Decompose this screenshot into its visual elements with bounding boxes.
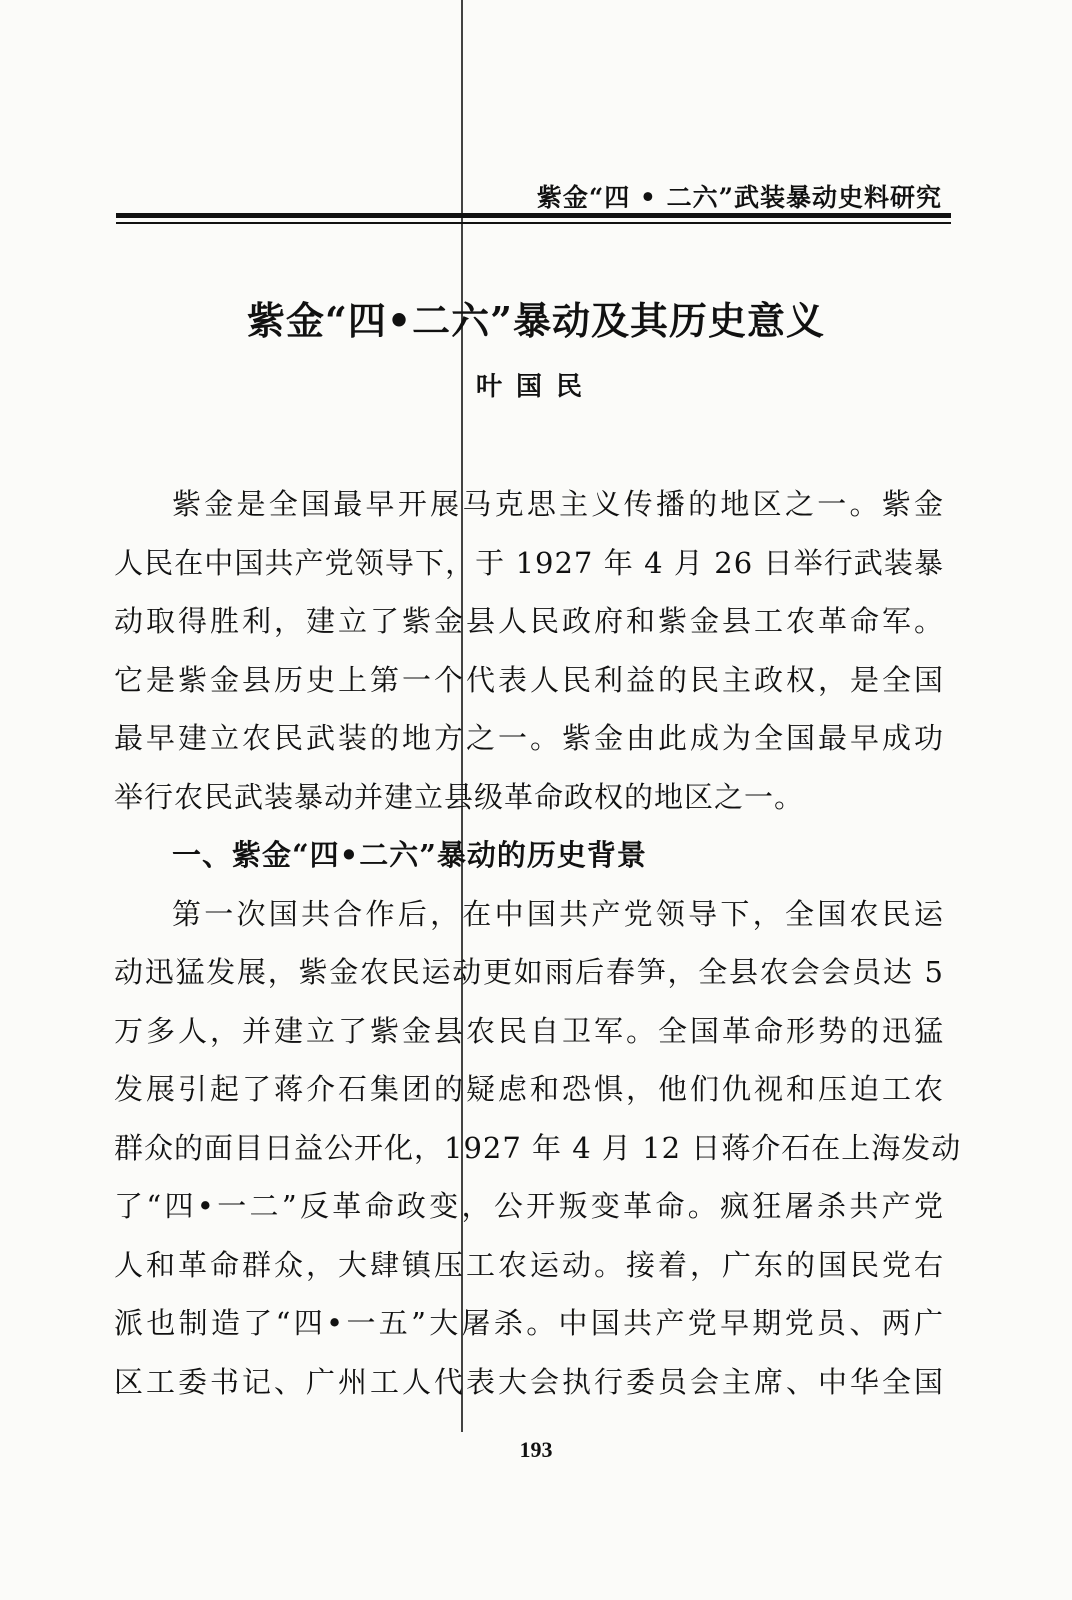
body-line: 动迅猛发展，紫金农民运动更如雨后春笋，全县农会会员达 5 xyxy=(114,955,944,989)
page-number: 193 xyxy=(519,1437,553,1462)
body-line: 紫金是全国最早开展马克思主义传播的地区之一。紫金 xyxy=(172,487,944,521)
body-line: 第一次国共合作后，在中国共产党领导下，全国农民运 xyxy=(172,896,944,931)
body-line: 最早建立农民武装的地方之一。紫金由此成为全国最早成功 xyxy=(114,721,944,755)
body-line: 举行农民武装暴动并建立县级革命政权的地区之一。 xyxy=(114,779,805,814)
body-line: 派也制造了“四•一五”大屠杀。中国共产党早期党员、两广 xyxy=(114,1306,944,1340)
section-heading: 一、紫金“四•二六”暴动的历史背景 xyxy=(172,838,647,872)
body-line: 区工委书记、广州工人代表大会执行委员会主席、中华全国 xyxy=(114,1364,944,1399)
body-line: 它是紫金县历史上第一个代表人民利益的民主政权，是全国 xyxy=(114,662,944,697)
body-line: 人和革命群众，大肆镇压工农运动。接着，广东的国民党右 xyxy=(114,1247,944,1282)
article-author: 叶国民 xyxy=(475,372,596,402)
running-header: 紫金“四 • 二六”武装暴动史料研究 xyxy=(536,183,942,212)
body-line: 发展引起了蒋介石集团的疑虑和恐惧，他们仇视和压迫工农 xyxy=(114,1072,944,1106)
header-rule-thin xyxy=(116,222,951,224)
header-rule-thick xyxy=(116,213,951,218)
body-line: 万多人，并建立了紫金县农民自卫军。全国革命形势的迅猛 xyxy=(114,1013,944,1048)
body-line: 人民在中国共产党领导下，于 1927 年 4 月 26 日举行武装暴 xyxy=(114,545,944,580)
body-line: 了“四•一二”反革命政变，公开叛变革命。疯狂屠杀共产党 xyxy=(114,1189,944,1223)
body-line: 群众的面目日益公开化，1927 年 4 月 12 日蒋介石在上海发动 xyxy=(114,1130,962,1165)
body-line: 动取得胜利，建立了紫金县人民政府和紫金县工农革命军。 xyxy=(114,604,944,638)
article-body xyxy=(114,475,962,1411)
article-title: 紫金“四•二六”暴动及其历史意义 xyxy=(246,298,825,343)
